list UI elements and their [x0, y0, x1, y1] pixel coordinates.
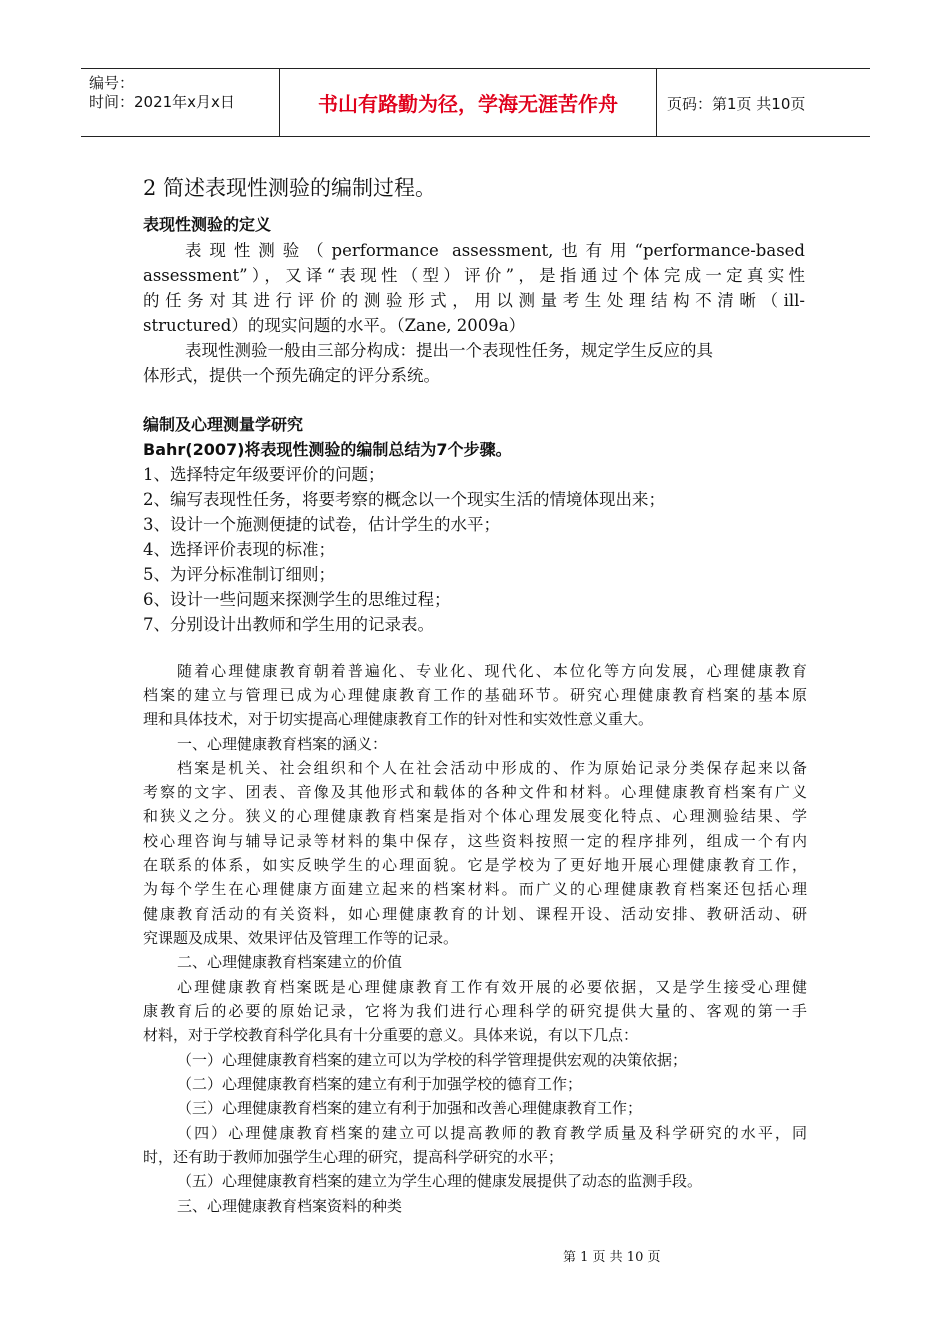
article-list-item: （五）心理健康教育档案的建立为学生心理的健康发展提供了动态的监测手段。	[177, 1172, 703, 1190]
step-item: 7、分别设计出教师和学生用的记录表。	[143, 615, 434, 634]
step-item: 2、编写表现性任务，将要考察的概念以一个现实生活的情境体现出来；	[143, 490, 665, 509]
header-page-info: 页码：第1页 共10页	[667, 95, 806, 113]
section-subheading-steps: Bahr(2007)将表现性测验的编制总结为7个步骤。	[143, 440, 512, 459]
article-heading-2: 二、心理健康教育档案建立的价值	[177, 953, 403, 971]
definition-para-line: 表现性测验（performance assessment,也有用“performance-based	[185, 241, 805, 260]
header-motto: 书山有路勤为径，学海无涯苦作舟	[280, 69, 657, 136]
header-number-label: 编号：	[89, 74, 135, 92]
article-heading-1: 一、心理健康教育档案的涵义：	[177, 735, 388, 753]
article-line: 究课题及成果、效果评估及管理工作等的记录。	[143, 929, 459, 947]
article-line: 和狭义之分。狭义的心理健康教育档案是指对个体心理发展变化特点、心理测验结果、学	[143, 807, 807, 825]
section-heading-compilation: 编制及心理测量学研究	[143, 415, 304, 434]
article-line: 档案的建立与管理已成为心理健康教育工作的基础环节。研究心理健康教育档案的基本原	[143, 686, 807, 704]
article-line: 康教育后的必要的原始记录，它将为我们进行心理科学的研究提供大量的、客观的第一手	[143, 1002, 807, 1020]
article-heading-3: 三、心理健康教育档案资料的种类	[177, 1197, 403, 1215]
question-title: 2 简述表现性测验的编制过程。	[143, 176, 437, 200]
article-line: 理和具体技术，对于切实提高心理健康教育工作的针对性和实效性意义重大。	[143, 710, 654, 728]
step-item: 3、设计一个施测便捷的试卷，估计学生的水平；	[143, 515, 500, 534]
article-line: 为每个学生在心理健康方面建立起来的档案材料。而广义的心理健康教育档案还包括心理	[143, 880, 807, 898]
header-meta-cell	[81, 69, 280, 136]
article-line: 随着心理健康教育朝着普遍化、专业化、现代化、本位化等方向发展，心理健康教育	[177, 662, 807, 680]
step-item: 1、选择特定年级要评价的问题；	[143, 465, 385, 484]
step-item: 6、设计一些问题来探测学生的思维过程；	[143, 590, 451, 609]
definition-para-line: assessment”），又译“表现性（型）评价”，是指通过个体完成一定真实性	[143, 266, 805, 285]
structure-para-line: 体形式，提供一个预先确定的评分系统。	[143, 366, 440, 385]
article-line: 时，还有助于教师加强学生心理的研究，提高科学研究的水平；	[143, 1148, 564, 1166]
header-time-label: 时间：2021年x月x日	[89, 93, 235, 111]
article-line: 健康教育活动的有关资料，如心理健康教育的计划、课程开设、活动安排、教研活动、研	[143, 905, 807, 923]
article-line: 在联系的体系，如实反映学生的心理面貌。它是学校为了更好地开展心理健康教育工作，	[143, 856, 807, 874]
step-item: 5、为评分标准制订细则；	[143, 565, 335, 584]
article-line: 校心理咨询与辅导记录等材料的集中保存，这些资料按照一定的程序排列，组成一个有内	[143, 832, 807, 850]
definition-para-line: structured）的现实问题的水平。（Zane, 2009a）	[143, 316, 526, 335]
step-item: 4、选择评价表现的标准；	[143, 540, 335, 559]
article-list-item: （一）心理健康教育档案的建立可以为学校的科学管理提供宏观的决策依据；	[177, 1051, 688, 1069]
article-line: 考察的文字、团表、音像及其他形式和载体的各种文件和材料。心理健康教育档案有广义	[143, 783, 807, 801]
article-line: 材料，对于学校教育科学化具有十分重要的意义。具体来说，有以下几点：	[143, 1026, 639, 1044]
section-heading-definition: 表现性测验的定义	[143, 215, 272, 234]
structure-para-line: 表现性测验一般由三部分构成：提出一个表现性任务，规定学生反应的具	[185, 341, 713, 360]
definition-para-line: 的任务对其进行评价的测验形式，用以测量考生处理结构不清晰（ill-	[143, 291, 805, 310]
article-line: 档案是机关、社会组织和个人在社会活动中形成的、作为原始记录分类保存起来以备	[177, 759, 807, 777]
article-list-item: （三）心理健康教育档案的建立有利于加强和改善心理健康教育工作；	[177, 1099, 643, 1117]
footer-page-number: 第 1 页 共 10 页	[563, 1250, 661, 1265]
document-header	[81, 68, 870, 137]
article-line: 心理健康教育档案既是心理健康教育工作有效开展的必要依据，又是学生接受心理健	[177, 978, 807, 996]
article-list-item: （四）心理健康教育档案的建立可以提高教师的教育教学质量及科学研究的水平，同	[177, 1124, 807, 1142]
article-list-item: （二）心理健康教育档案的建立有利于加强学校的德育工作；	[177, 1075, 583, 1093]
